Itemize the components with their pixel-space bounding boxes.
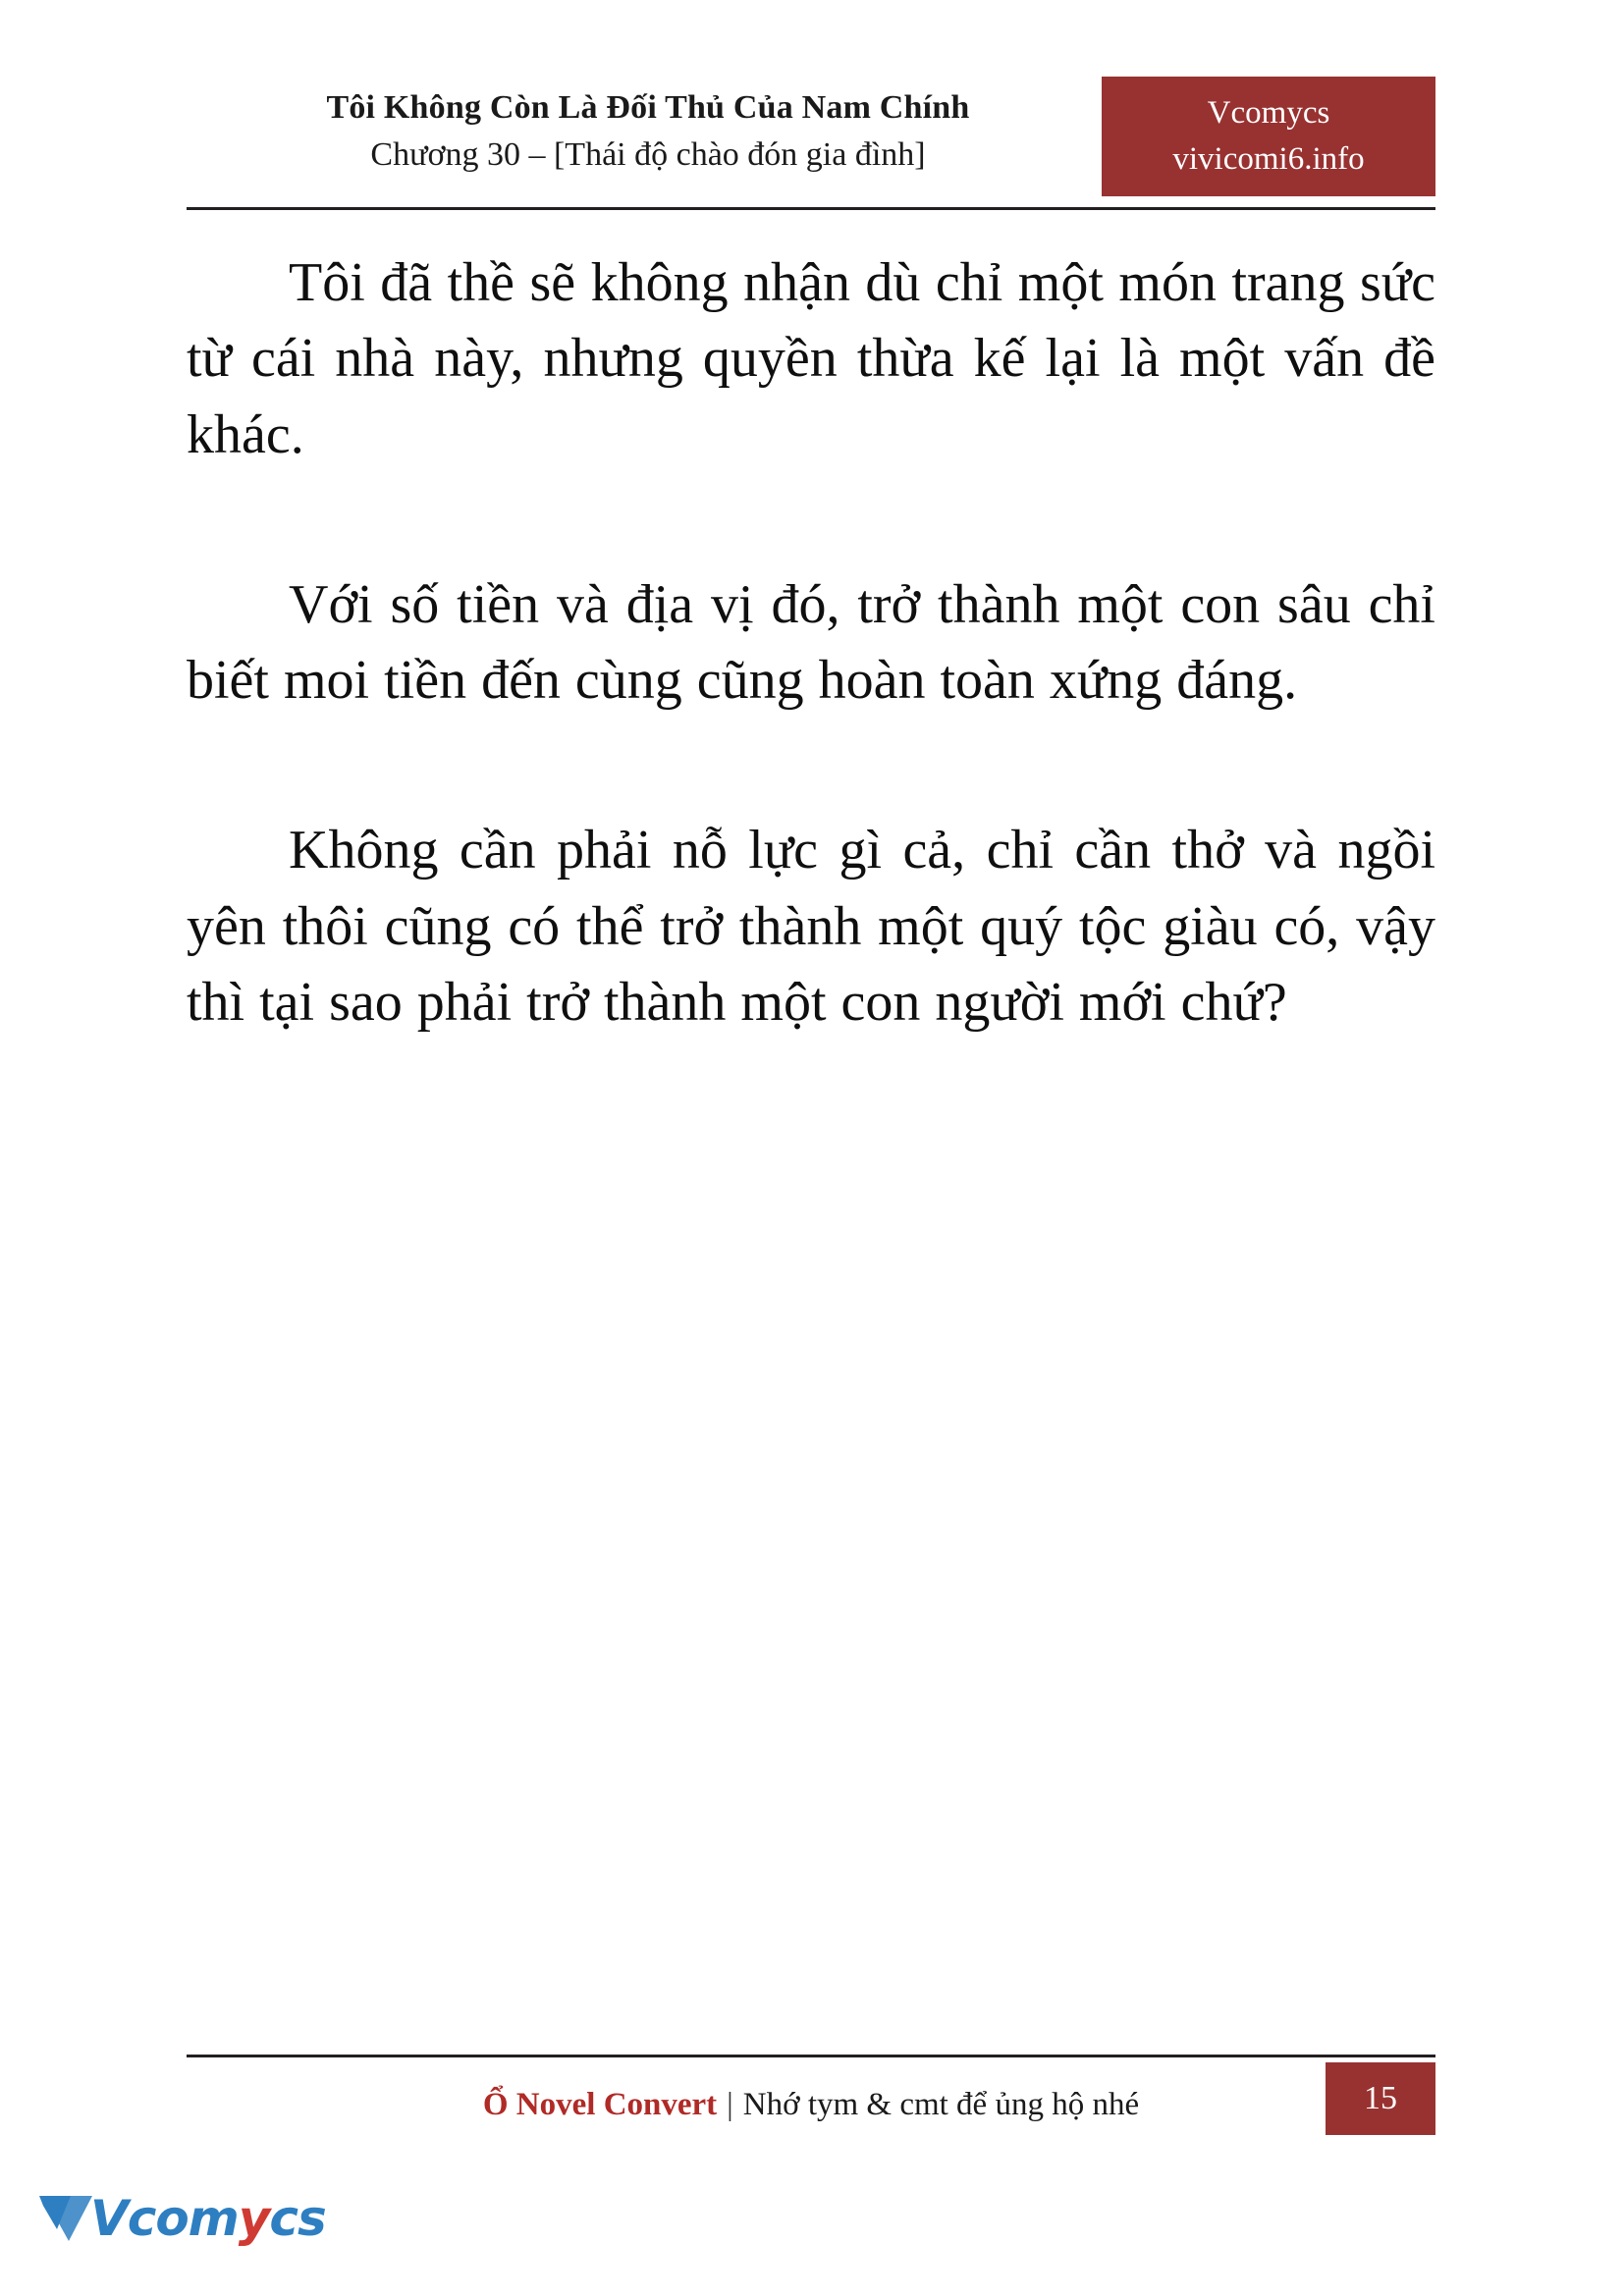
footer-brand: Ổ Novel Convert	[482, 2086, 718, 2122]
footer-separator: |	[727, 2086, 733, 2122]
header-title-line1: Tôi Không Còn Là Đối Thủ Của Nam Chính	[326, 89, 970, 126]
page-content	[187, 245, 1435, 1117]
site-badge	[1102, 77, 1435, 196]
footer-divider	[187, 2055, 1435, 2057]
paragraph: Với số tiền và địa vị đó, trở thành một con sâu chỉ biết moi tiền đến cùng cũng hoàn toàn xứng đáng.	[187, 573, 1435, 712]
site-badge-name: Vcomycs	[1207, 95, 1330, 131]
logo-text-prefix: Vcom	[90, 2190, 239, 2247]
site-badge-url: vivicomi6.info	[1172, 140, 1365, 177]
header-divider	[187, 207, 1435, 210]
logo-text-suffix: cs	[269, 2190, 326, 2247]
logo-text-highlight: y	[238, 2190, 270, 2247]
vcomycs-watermark	[35, 2182, 326, 2269]
paragraph: Không cần phải nỗ lực gì cả, chỉ cần thở và ngồi yên thôi cũng có thể trở thành một quý tộc giàu có, vậy thì tại sao phải trở thành một con người mới chứ?	[187, 820, 1435, 1033]
footer-credit	[187, 2070, 1435, 2139]
footer-note: Nhớ tym & cmt để ủng hộ nhé	[742, 2086, 1140, 2122]
paragraph: Tôi đã thề sẽ không nhận dù chỉ một món trang sức từ cái nhà này, nhưng quyền thừa kế lại là một vấn đề khác.	[187, 252, 1435, 465]
page-footer	[187, 2055, 1435, 2139]
vcomycs-logo-icon	[35, 2190, 96, 2251]
page-header	[187, 84, 1435, 222]
header-title-line2: Chương 30 – [Thái độ chào đón gia đình]	[370, 136, 926, 174]
vcomycs-logo-text	[90, 2190, 326, 2247]
header-title	[187, 84, 1110, 180]
page-number-badge: 15	[1326, 2062, 1435, 2135]
